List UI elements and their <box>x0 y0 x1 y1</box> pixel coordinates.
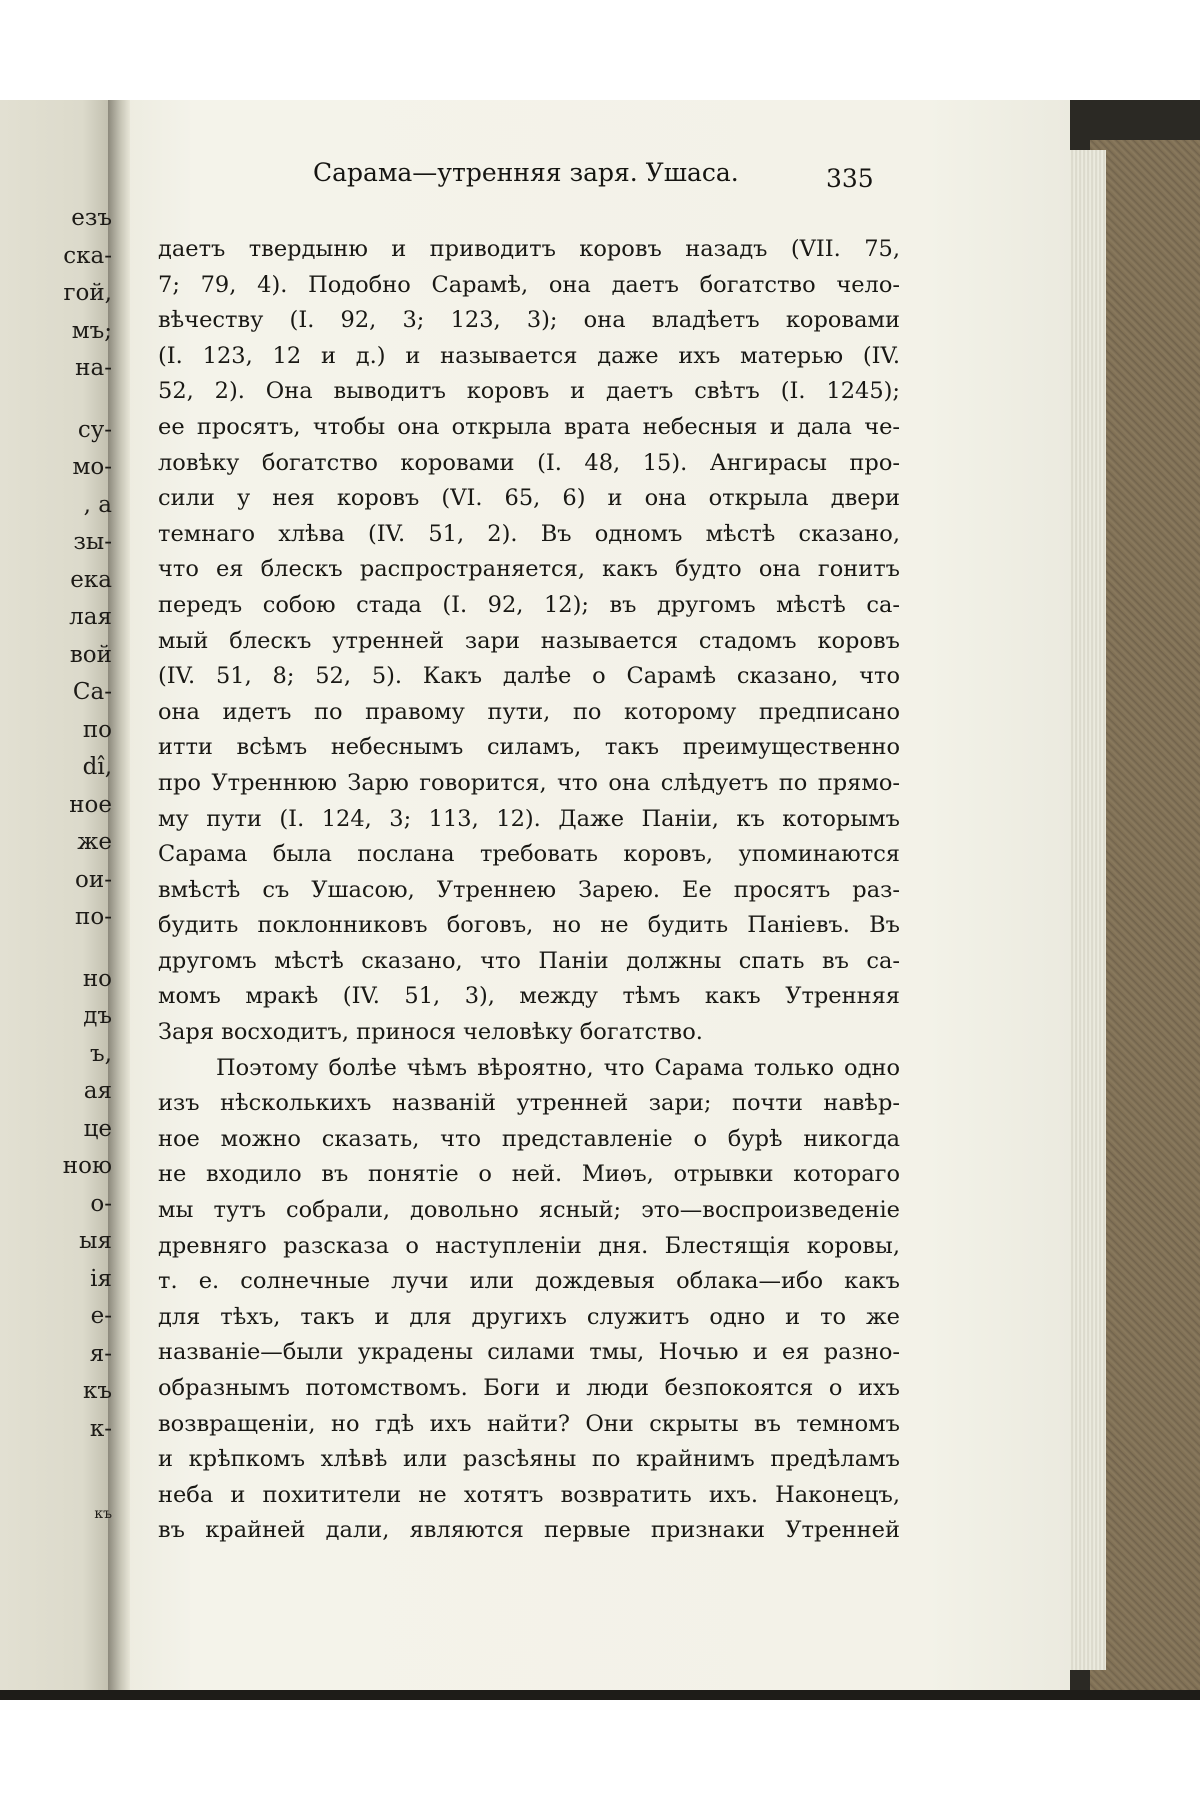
running-header <box>118 158 1070 198</box>
text-line: древняго разсказа о наступленіи дня. Блестящія коровы, <box>158 1232 900 1259</box>
text-line: итти всѣмъ небеснымъ силамъ, такъ преимущественно <box>158 734 900 761</box>
left-fragment: ои- <box>75 866 112 893</box>
left-fragment: це <box>83 1115 112 1142</box>
left-fragment: е- <box>90 1303 112 1329</box>
paragraph-end-line: Заря восходитъ, принося человѣку богатство. <box>158 1019 703 1046</box>
left-fragment: гой, <box>63 280 112 306</box>
left-fragment: на- <box>75 355 112 381</box>
desk <box>0 1690 1200 1700</box>
text-line: другомъ мѣстѣ сказано, что Паніи должны спать въ са- <box>158 947 900 974</box>
left-fragment: к- <box>89 1415 112 1442</box>
left-fragment: езъ <box>71 205 112 231</box>
left-fragment: къ <box>82 1378 112 1404</box>
text-line: изъ нѣсколькихъ названій утренней зари; почти навѣр- <box>158 1090 900 1117</box>
left-fragment: мъ; <box>71 317 112 344</box>
text-line: мый блескъ утренней зари называется стадомъ коровъ <box>158 627 900 654</box>
left-fragment: лая <box>69 604 112 630</box>
text-line: въ крайней дали, являются первые признаки Утренней <box>158 1517 900 1544</box>
text-line: т. е. солнечные лучи или дождевыя облака—ибо какъ <box>158 1268 900 1295</box>
left-fragment: мо- <box>72 454 112 480</box>
text-line: образнымъ потомствомъ. Боги и люди безпокоятся о ихъ <box>158 1375 900 1401</box>
left-fragment: ъ, <box>90 1040 112 1067</box>
left-fragment: зы- <box>73 529 112 555</box>
text-line: Сарама была послана требовать коровъ, упоминаются <box>158 841 900 868</box>
left-fragment: ное <box>69 791 112 818</box>
page-edges <box>1066 150 1106 1670</box>
text-line: передъ собою стада (I. 92, 12); въ другомъ мѣстѣ са- <box>158 591 900 618</box>
text-line: ее просятъ, чтобы она открыла врата небесныя и дала че- <box>158 413 900 440</box>
text-line: вѣчеству (I. 92, 3; 123, 3); она владѣетъ коровами <box>158 307 900 334</box>
text-line: для тѣхъ, такъ и для другихъ служитъ одно и то же <box>158 1303 900 1330</box>
text-line: темнаго хлѣва (IV. 51, 2). Въ одномъ мѣстѣ сказано, <box>158 520 900 547</box>
text-line: ловѣку богатство коровами (I. 48, 15). Ангирасы про- <box>158 449 900 476</box>
text-line: будить поклонниковъ боговъ, но не будить Паніевъ. Въ <box>158 912 900 939</box>
left-fragment: ека <box>70 566 112 593</box>
left-fragment: ія <box>90 1265 112 1292</box>
text-line: не входило въ понятіе о ней. Миѳъ, отрывки котораго <box>158 1161 900 1188</box>
left-fragment: о- <box>90 1190 112 1217</box>
text-line: (I. 123, 12 и д.) и называется даже ихъ матерью (IV. <box>158 342 900 369</box>
left-fragment: су- <box>77 416 112 443</box>
left-fragment: , а <box>83 491 112 518</box>
text-line: му пути (I. 124, 3; 113, 12). Даже Паніи, къ которымъ <box>158 805 900 832</box>
text-line: ное можно сказать, что представленіе о бурѣ никогда <box>158 1125 900 1152</box>
text-line: названіе—были украдены силами тмы, Ночью и ея разно- <box>158 1339 900 1366</box>
left-fragment: ска- <box>63 242 112 269</box>
book-cover-fabric <box>1090 140 1200 1700</box>
left-fragment: же <box>77 829 112 855</box>
text-line: возвращеніи, но гдѣ ихъ найти? Они скрыты въ темномъ <box>158 1410 900 1437</box>
body-text <box>158 232 900 1549</box>
left-fragment: по <box>82 716 112 743</box>
left-fragment: къ <box>94 1506 112 1522</box>
text-line: про Утреннюю Зарю говорится, что она слѣдуетъ по прямо- <box>158 769 900 796</box>
text-line: она идетъ по правому пути, по которому предписано <box>158 698 900 725</box>
left-fragment: ною <box>62 1153 112 1179</box>
text-line: (IV. 51, 8; 52, 5). Какъ далѣе о Сарамѣ сказано, что <box>158 663 900 690</box>
text-line: даетъ твердыню и приводитъ коровъ назадъ (VII. 75, <box>158 236 900 262</box>
text-line: что ея блескъ распространяется, какъ будто она гонитъ <box>158 556 900 583</box>
text-line: 52, 2). Она выводитъ коровъ и даетъ свѣтъ (I. 1245); <box>158 378 900 405</box>
left-fragment: дъ <box>83 1003 112 1029</box>
left-fragment: вой <box>69 641 112 668</box>
left-fragment: но <box>82 965 112 992</box>
text-line: сили у нея коровъ (VI. 65, 6) и она открыла двери <box>158 485 900 512</box>
text-line: вмѣстѣ съ Ушасою, Утреннею Зарею. Ее просятъ раз- <box>158 876 900 903</box>
left-fragment: dî, <box>82 754 112 780</box>
page-number: 335 <box>826 164 874 193</box>
text-line: 7; 79, 4). Подобно Сарамѣ, она даетъ богатство чело- <box>158 271 900 298</box>
left-fragment: ая <box>83 1078 112 1104</box>
left-fragment: Са- <box>72 679 112 705</box>
running-title: Сарама—утренняя заря. Ушаса. <box>313 158 739 187</box>
text-line: момъ мракѣ (IV. 51, 3), между тѣмъ какъ Утренняя <box>158 983 900 1010</box>
text-line: мы тутъ собрали, довольно ясный; это—воспроизведеніе <box>158 1197 900 1224</box>
paragraph-start-line: Поэтому болѣе чѣмъ вѣроятно, что Сарама только одно <box>216 1054 900 1081</box>
left-fragment: я- <box>89 1340 112 1367</box>
text-line: неба и похитители не хотятъ возвратить ихъ. Наконецъ, <box>158 1481 900 1508</box>
left-page-text <box>2 200 112 1534</box>
left-fragment: ыя <box>79 1228 112 1254</box>
left-fragment: по- <box>75 904 112 930</box>
text-line: и крѣпкомъ хлѣвѣ или разсѣяны по крайнимъ предѣламъ <box>158 1446 900 1473</box>
